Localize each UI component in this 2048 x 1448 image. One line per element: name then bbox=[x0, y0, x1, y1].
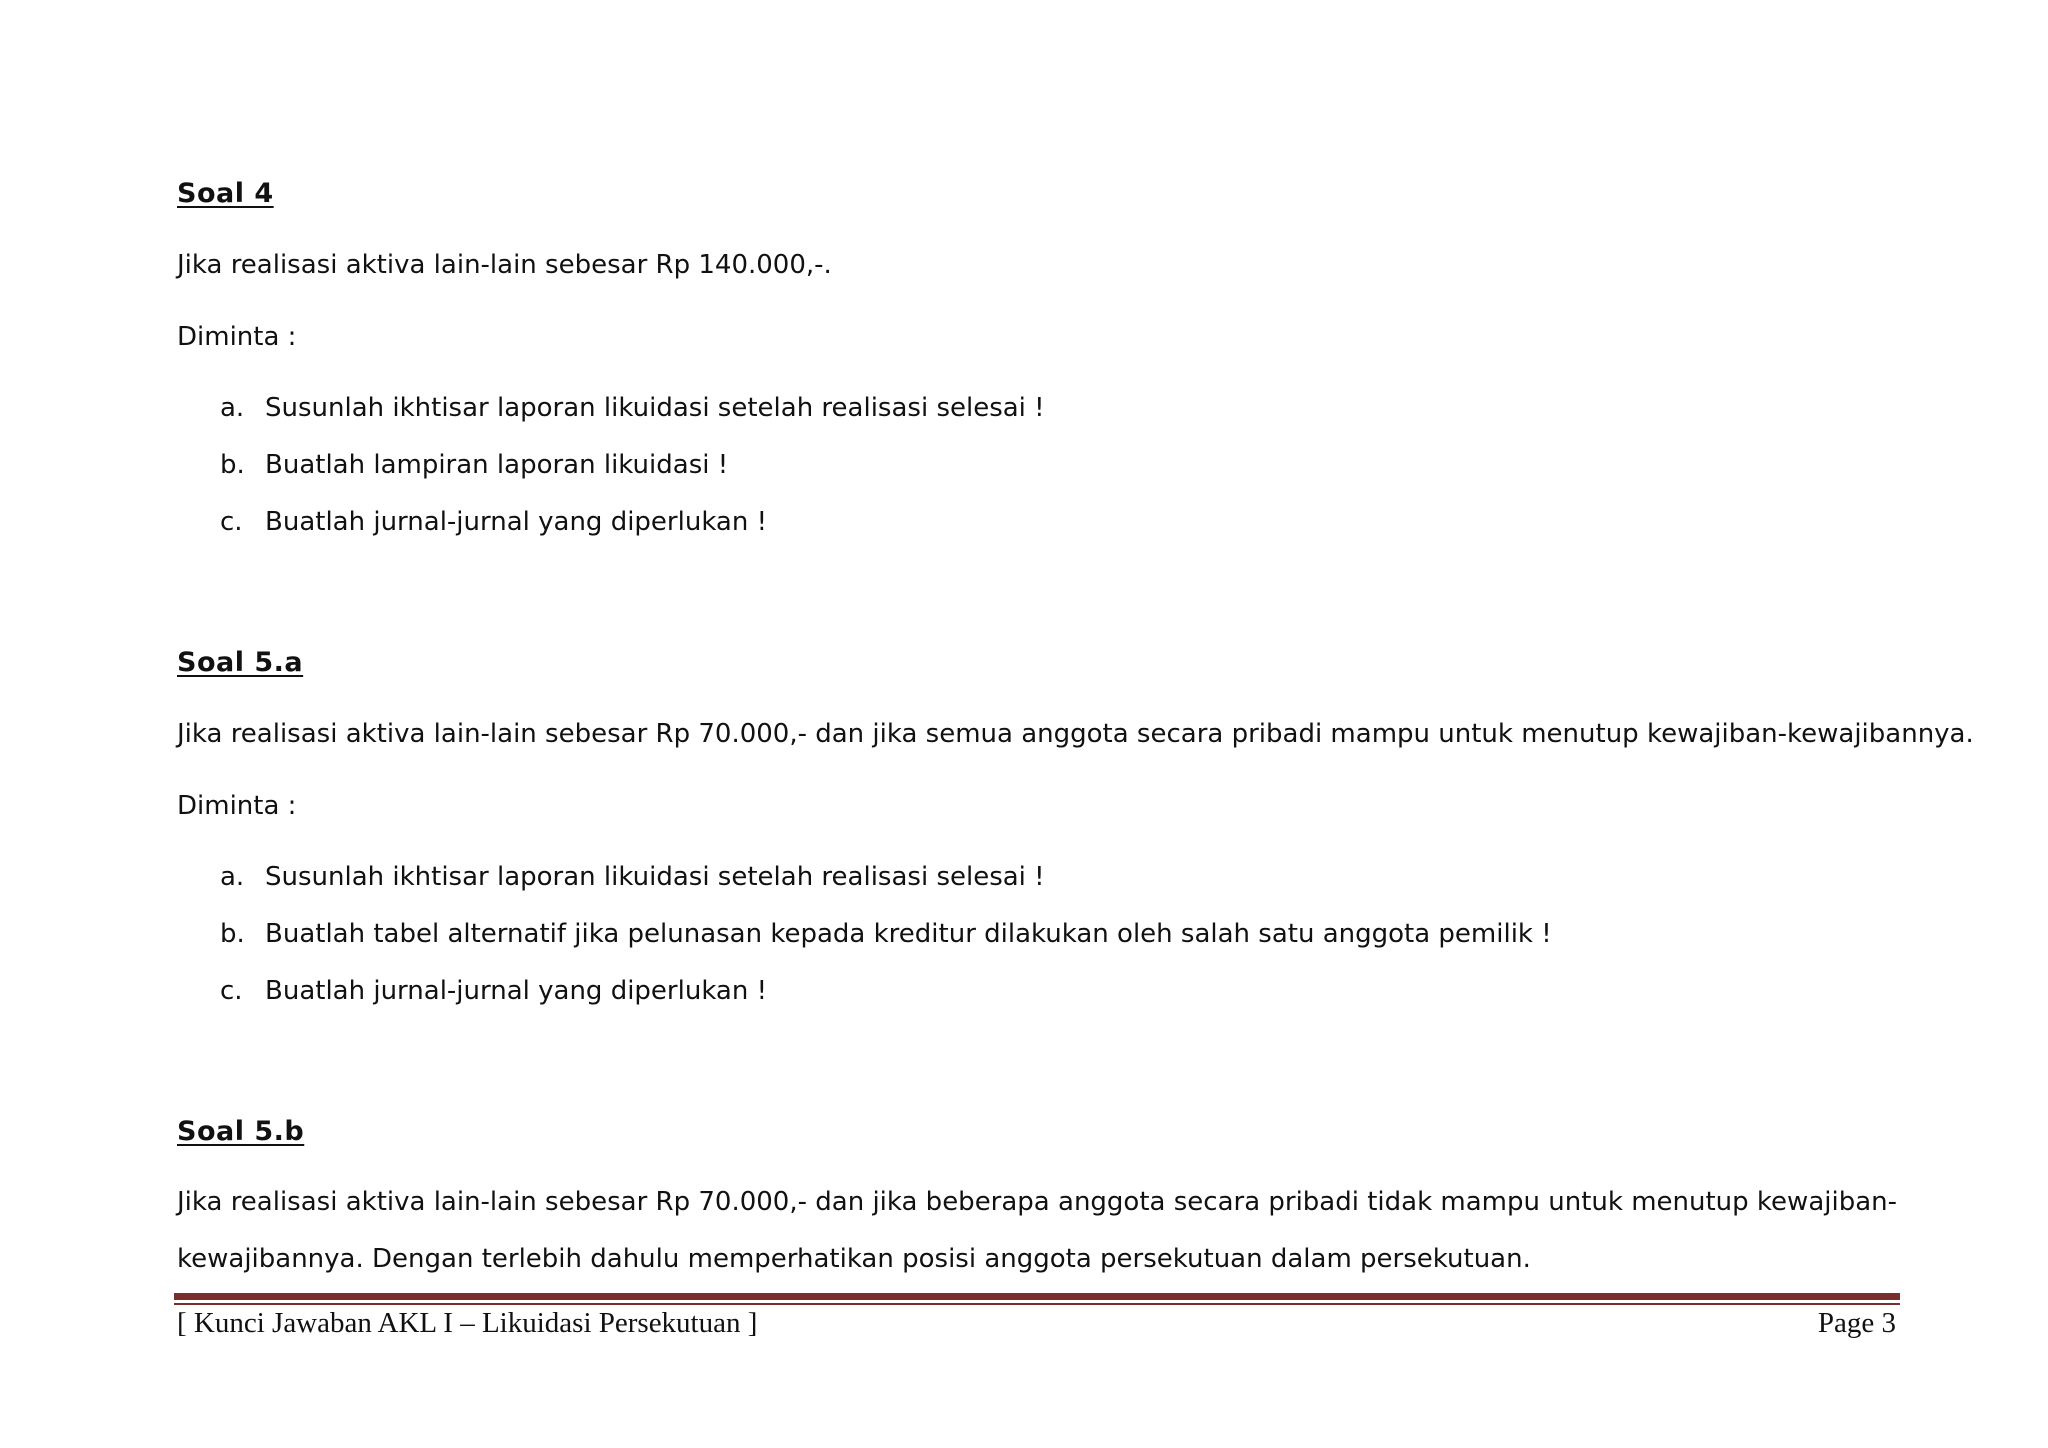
list-item-text: Buatlah lampiran laporan likuidasi ! bbox=[265, 450, 729, 480]
page-number: Page 3 bbox=[1817, 1307, 1896, 1339]
list-marker: b. bbox=[220, 919, 245, 949]
list-item bbox=[220, 507, 767, 537]
list-item bbox=[220, 393, 1045, 423]
list-marker: a. bbox=[220, 862, 245, 892]
list-item-text: Susunlah ikhtisar laporan likuidasi setelah realisasi selesai ! bbox=[265, 862, 1045, 892]
footer-rule bbox=[174, 1293, 1900, 1300]
section-heading-soal-5b: Soal 5.b bbox=[177, 1116, 305, 1147]
section-intro-soal-5a: Jika realisasi aktiva lain-lain sebesar Rp 70.000,- dan jika semua anggota secara pribadi mampu untuk menutup kewajiban-kewajibannya. bbox=[177, 719, 1974, 749]
list-item bbox=[220, 862, 1045, 892]
list-item-text: Buatlah jurnal-jurnal yang diperlukan ! bbox=[265, 507, 768, 537]
list-item bbox=[220, 919, 1552, 949]
footer-title: [ Kunci Jawaban AKL I – Likuidasi Persekutuan ] bbox=[177, 1307, 758, 1339]
list-marker: c. bbox=[220, 976, 243, 1006]
list-item bbox=[220, 976, 767, 1006]
list-marker: b. bbox=[220, 450, 245, 480]
request-label-soal-4: Diminta : bbox=[177, 322, 297, 352]
list-marker: c. bbox=[220, 507, 243, 537]
section-intro-soal-4: Jika realisasi aktiva lain-lain sebesar Rp 140.000,-. bbox=[177, 250, 832, 280]
section-intro-soal-5b: Jika realisasi aktiva lain-lain sebesar Rp 70.000,- dan jika beberapa anggota secara pribadi tidak mampu untuk menutup kewajiban-kewajibannya. Dengan terlebih dahulu memperhatikan posisi anggota persekutuan dalam persekutuan. bbox=[177, 1187, 1897, 1274]
list-item-text: Buatlah jurnal-jurnal yang diperlukan ! bbox=[265, 976, 768, 1006]
request-label-soal-5a: Diminta : bbox=[177, 791, 297, 821]
list-marker: a. bbox=[220, 393, 245, 423]
section-heading-soal-5a: Soal 5.a bbox=[177, 647, 304, 678]
section-heading-soal-4: Soal 4 bbox=[177, 178, 274, 209]
list-item-text: Susunlah ikhtisar laporan likuidasi setelah realisasi selesai ! bbox=[265, 393, 1045, 423]
footer-rule-thin bbox=[174, 1303, 1900, 1305]
list-item-text: Buatlah tabel alternatif jika pelunasan kepada kreditur dilakukan oleh salah satu anggota pemilik ! bbox=[265, 919, 1552, 949]
list-item bbox=[220, 450, 728, 480]
